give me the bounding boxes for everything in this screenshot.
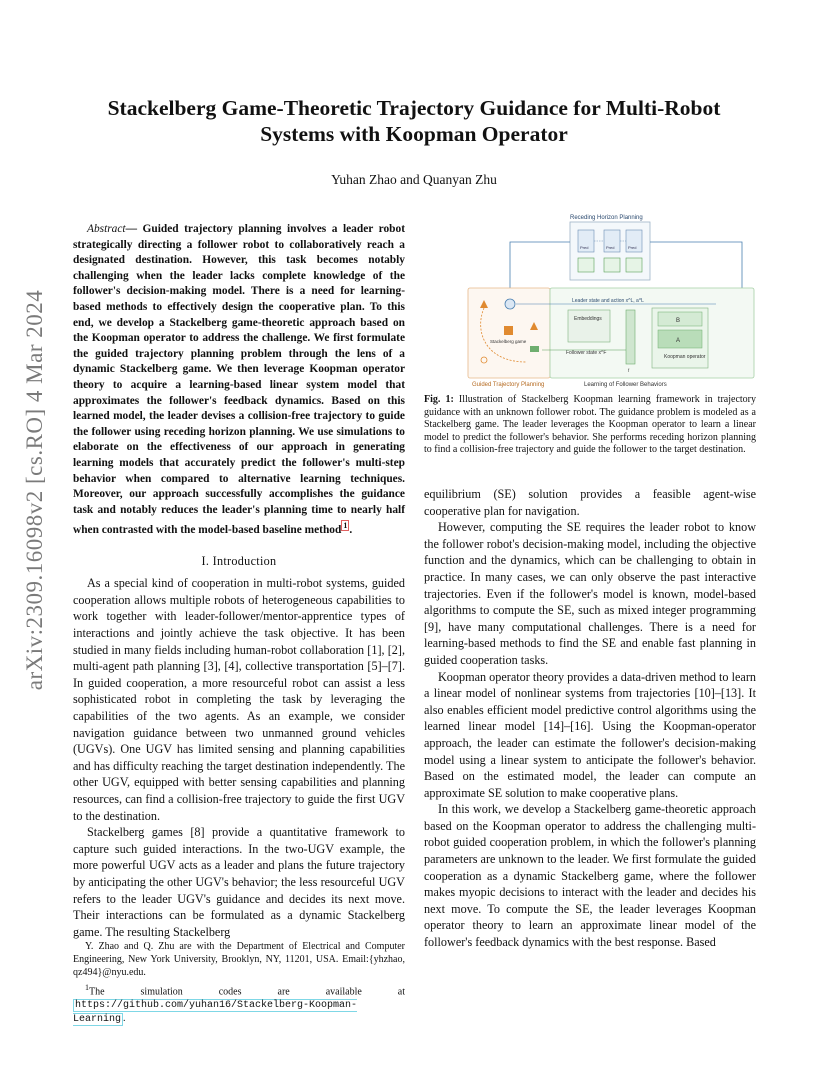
right-paragraph-4: In this work, we develop a Stackelberg game-theoretic approach based on the Koopman operator to address the challenging multi-robot guided cooperation problem, in which the follower's planning parameters are unknown to the leader. We first formulate the guided cooperation as a dynamic Stackelberg game, where the follower makes myopic decisions to interact with the leader and decides his next move. To compute the SE, the leader leverages Koopman operator theory to learn an approximate linear model of the follower's feedback dynamics with the best response. Based [424,802,756,950]
figure-1-caption-label: Fig. 1: [424,394,454,405]
matrix-a-label: A [676,338,681,344]
koopman-label: Koopman operator [664,354,706,360]
left-column [73,222,405,940]
pred-label-2: Pred [606,245,615,250]
right-paragraph-3: Koopman operator theory provides a data-driven method to learn a linear model of nonlinear systems from trajectories [10]–[13]. It also enables efficient model predictive control algorithms using the learned linear model [14]–[16]. Using the Koopman-operator approach, the leader can estimate the follower's decision-making model using a linear system to anticipate the follower's behavior. Based on the estimated model, the leader can compute an approximate SE solution to make cooperative plans. [424,669,756,800]
arxiv-id: arXiv:2309.16098v2 [cs.RO] 4 Mar 2024 [22,289,47,691]
footnote-affiliation: Y. Zhao and Q. Zhu are with the Department of Electrical and Computer Engineering, New York University, Brooklyn, NY, 11201, USA. Email:{yhzhao, qz494}@nyu.edu. [73,941,405,978]
intro-paragraph-1: As a special kind of cooperation in multi-robot systems, guided cooperation allows multiple robots of heterogeneous capabilities to work together with leader-follower/mentor-apprentice types of interactions and jointly achieve the task objective. It has been studied in many fields including human-robot collaboration [1], [2], multi-agent path planning [3], [4], collective transportation [5]–[7]. In guided cooperation, a more resourceful robot can assist a less sophisticated robot in completing the task by leveraging the capabilities of the two agents. As an example, we consider navigation guidance between two unmanned ground vehicles (UGVs). One UGV has limited sensing and planning capabilities and has difficulty reaching the target destination independently. The other UGV, equipped with better sensing capabilities and planning resources, can find a collision-free trajectory to guide the first UGV to the destination. [73,576,405,823]
embedding-vector [626,310,635,364]
paper-title: Stackelberg Game-Theoretic Trajectory Guidance for Multi-Robot Systems with Koopman Operator [107,96,721,146]
paper-authors: Yuhan Zhao and Quanyan Zhu [331,172,497,187]
right-paragraph-2: However, computing the SE requires the leader robot to know the follower robot's decision-making model, including the objective function and the dynamics, which can be challenging to obtain in practice. In many cases, we can only observe the past interactive trajectories. Even if the follower's model is known, model-based algorithms to compute the SE, such as mixed integer programming [9], have many computational challenges. There is a need for learning-based methods to find the SE and enable fast planning in guided cooperation tasks. [424,520,756,667]
figure-1-caption-text: Illustration of Stackelberg Koopman learning framework in trajectory guidance with an unknown follower robot. The guidance problem is modeled as a Stackelberg game. The leader leverages the Koopman operator to learn a linear model to predict the follower's behavior. She performs receding horizon planning to find a collision-free trajectory and guide the follower to the target destination. [424,394,756,456]
abstract-text: — Guided trajectory planning involves a leader robot strategically directing a follower robot to collaboratively reach a designated destination. However, this task becomes notably challenging when the leader lacks complete knowledge of the follower's decision-making model. There is a need for learning-based methods to effectively design the cooperative plan. To this end, we develop a Stackelberg game-theoretic approach based on the Koopman operator to address the challenge. We first formulate the guided trajectory planning problem through the lens of a dynamic Stackelberg game. We then leverage Koopman operator theory to acquire a learning-based linear system model that approximates the follower's feedback dynamics. Based on this learned model, the leader devises a collision-free trajectory to guide the follower using receding horizon planning. We use simulations to elaborate on the effectiveness of our approach in generating learning models that accurately predict the follower's multi-step behavior when compared to alternative learning techniques. Moreover, our approach successfully accomplishes the guidance task and notably reduces the leader's planning time to nearly half when contrasted with the model-based baseline method [73,223,405,537]
footnotes [73,940,405,1028]
follower-state-label: Follower state x^F [566,350,607,356]
abstract-footnote-ref[interactable]: 1 [343,521,348,531]
section-heading-introduction: I. Introduction [201,553,277,568]
leader-state-label: Leader state and action x^L, a^L [572,298,644,304]
learning-label: Learning of Follower Behaviors [584,382,667,388]
pred-label-3: Pred [628,245,637,250]
right-paragraph-1: equilibrium (SE) solution provides a feasible agent-wise cooperative plan for navigation. [424,487,756,518]
matrix-b-label: B [676,318,681,324]
footnote-code-text: The simulation codes are available at [89,986,405,998]
prediction-units [578,230,642,272]
footnote-code-mark: 1 [85,983,89,992]
receding-horizon-label: Receding Horizon Planning [570,215,643,221]
right-column [424,486,756,951]
follower-robot-icon [530,346,539,352]
footnote-code [73,981,405,1026]
leader-robot-icon [505,299,515,309]
guided-planning-label: Guided Trajectory Planning [472,382,545,388]
embeddings-box [568,310,610,342]
embeddings-label: Embeddings [574,316,602,322]
figure-1-diagram [466,212,756,390]
abstract-label: Abstract [87,223,126,235]
pred-label-1: Pred [580,245,589,250]
game-icon [504,326,513,335]
stackelberg-game-label: Stackelberg game [490,339,527,344]
footnote-code-link[interactable]: https://github.com/yuhan16/Stackelberg-Koopman-Learning [73,1000,358,1026]
arxiv-sidebar [10,290,60,690]
embedding-f-label: f [628,368,630,373]
figure-1-caption [424,394,756,457]
abstract-end: . [349,524,353,537]
abstract [73,222,405,539]
intro-paragraph-2: Stackelberg games [8] provide a quantitative framework to capture such guided interactions. In the two-UGV example, the more powerful UGV acts as a leader and plans the future trajectory by anticipating the other UGV's behavior; the less resourceful UGV refers to the leader UGV's guidance and decides its next move. Their interactions can be formulated as a dynamic Stackelberg game. The resulting Stackelberg [73,825,405,939]
footnote-code-end: . [123,1013,126,1025]
